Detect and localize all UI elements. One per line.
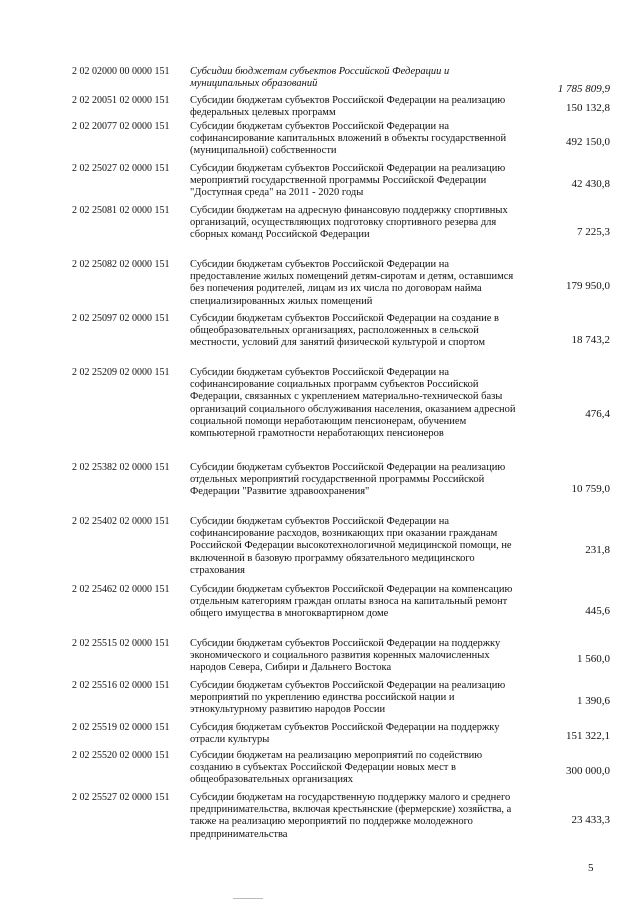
table-row — [72, 313, 610, 367]
row-amount: 1 560,0 — [577, 652, 610, 665]
scan-artifact — [233, 898, 263, 902]
page-number: 5 — [588, 862, 594, 874]
row-amount: 492 150,0 — [566, 135, 610, 148]
row-description: Субсидии бюджетам субъектов Российской Федерации на предоставление жилых помещений детям-сиротам и детям, оставшимся без попечения родителей, лицам из их числа по договорам найма специализированных жилых помещений — [190, 259, 514, 307]
table-row — [72, 367, 610, 462]
row-amount: 150 132,8 — [566, 101, 610, 114]
row-description: Субсидии бюджетам субъектов Российской Федерации на софинансирование расходов, возникающих при оказании гражданам Российской Федерации высокотехнологичной медицинской помощи, не включенной в базовую программу обязательного медицинского страхования — [190, 516, 512, 576]
table-row — [72, 722, 610, 750]
row-code: 2 02 25462 02 0000 151 — [72, 584, 170, 595]
row-code: 2 02 25209 02 0000 151 — [72, 367, 170, 378]
row-code: 2 02 25027 02 0000 151 — [72, 163, 170, 174]
row-description: Субсидии бюджетам на государственную поддержку малого и среднего предпринимательства, включая крестьянские (фермерские) хозяйства, а также на реализацию мероприятий по поддержке молодежного предпринимательства — [190, 792, 512, 840]
row-description: Субсидии бюджетам субъектов Российской Федерации и муниципальных образований — [190, 66, 450, 90]
table-row — [72, 259, 610, 313]
table-row — [72, 95, 610, 121]
row-code: 2 02 20051 02 0000 151 — [72, 95, 170, 106]
row-description: Субсидии бюджетам субъектов Российской Федерации на реализацию мероприятий по укреплению единства российской нации и этнокультурному развитию народов России — [190, 680, 506, 716]
row-code: 2 02 20077 02 0000 151 — [72, 121, 170, 132]
row-code: 2 02 25515 02 0000 151 — [72, 638, 170, 649]
row-amount: 231,8 — [585, 543, 610, 556]
revenue-table — [72, 66, 610, 848]
row-code: 2 02 25527 02 0000 151 — [72, 792, 170, 803]
row-code: 2 02 25382 02 0000 151 — [72, 462, 170, 473]
row-amount: 1 785 809,9 — [557, 82, 610, 95]
row-amount: 10 759,0 — [571, 482, 610, 495]
row-amount: 445,6 — [585, 604, 610, 617]
row-description: Субсидии бюджетам субъектов Российской Федерации на реализацию федеральных целевых программ — [190, 95, 506, 119]
row-description: Субсидии бюджетам субъектов Российской Федерации на поддержку экономического и социального развития коренных малочисленных народов Севера, Сибири и Дальнего Востока — [190, 638, 501, 674]
table-row — [72, 792, 610, 848]
row-description: Субсидия бюджетам субъектов Российской Федерации на поддержку отрасли культуры — [190, 722, 500, 746]
row-code: 2 02 25519 02 0000 151 — [72, 722, 170, 733]
row-code: 2 02 25402 02 0000 151 — [72, 516, 170, 527]
row-amount: 1 390,6 — [577, 694, 610, 707]
table-row — [72, 638, 610, 680]
row-code: 2 02 25082 02 0000 151 — [72, 259, 170, 270]
row-description: Субсидии бюджетам субъектов Российской Федерации на реализацию отдельных мероприятий государственной программы Российской Федерации "Развитие здравоохранения" — [190, 462, 506, 498]
table-row — [72, 121, 610, 163]
row-description: Субсидии бюджетам субъектов Российской Федерации на создание в общеобразовательных организациях, расположенных в сельской местности, условий для занятий физической культурой и спортом — [190, 313, 499, 349]
table-row — [72, 750, 610, 792]
row-amount: 7 225,3 — [577, 225, 610, 238]
row-amount: 23 433,3 — [571, 813, 610, 826]
table-row — [72, 584, 610, 638]
table-row — [72, 205, 610, 259]
table-row — [72, 680, 610, 722]
row-description: Субсидии бюджетам субъектов Российской Федерации на компенсацию отдельным категориям граждан оплаты взноса на капитальный ремонт общего имущества в многоквартирном доме — [190, 584, 513, 620]
row-amount: 476,4 — [585, 408, 610, 421]
row-description: Субсидии бюджетам субъектов Российской Федерации на софинансирование капитальных вложений в объекты государственной (муниципальной) собственности — [190, 121, 507, 157]
row-code: 2 02 25520 02 0000 151 — [72, 750, 170, 761]
row-amount: 18 743,2 — [571, 333, 610, 346]
table-row — [72, 163, 610, 205]
row-amount: 42 430,8 — [571, 177, 610, 190]
row-description: Субсидии бюджетам субъектов Российской Федерации на реализацию мероприятий государственной программы Российской Федерации "Доступная среда" на 2011 - 2020 годы — [190, 163, 506, 199]
row-amount: 179 950,0 — [566, 279, 610, 292]
table-row — [72, 516, 610, 584]
row-amount: 300 000,0 — [566, 764, 610, 777]
row-description: Субсидии бюджетам на реализацию мероприятий по содействию созданию в субъектах Российской Федерации новых мест в общеобразовательных организациях — [190, 750, 483, 786]
table-row — [72, 66, 610, 95]
row-code: 2 02 02000 00 0000 151 — [72, 66, 170, 77]
row-amount: 151 322,1 — [566, 729, 610, 742]
row-description: Субсидии бюджетам субъектов Российской Федерации на софинансирование социальных программ субъектов Российской Федерации, связанных с укреплением материально-технической базы организаций социального обслуживания населения, оказанием адресной социальной помощи неработающим пенсионерам, обучением компьютерной грамотности неработающих пенсионеров — [190, 367, 516, 440]
row-description: Субсидии бюджетам на адресную финансовую поддержку спортивных организаций, осуществляющих подготовку спортивного резерва для сборных команд Российской Федерации — [190, 205, 508, 241]
row-code: 2 02 25097 02 0000 151 — [72, 313, 170, 324]
table-row — [72, 462, 610, 516]
row-code: 2 02 25081 02 0000 151 — [72, 205, 170, 216]
row-code: 2 02 25516 02 0000 151 — [72, 680, 170, 691]
